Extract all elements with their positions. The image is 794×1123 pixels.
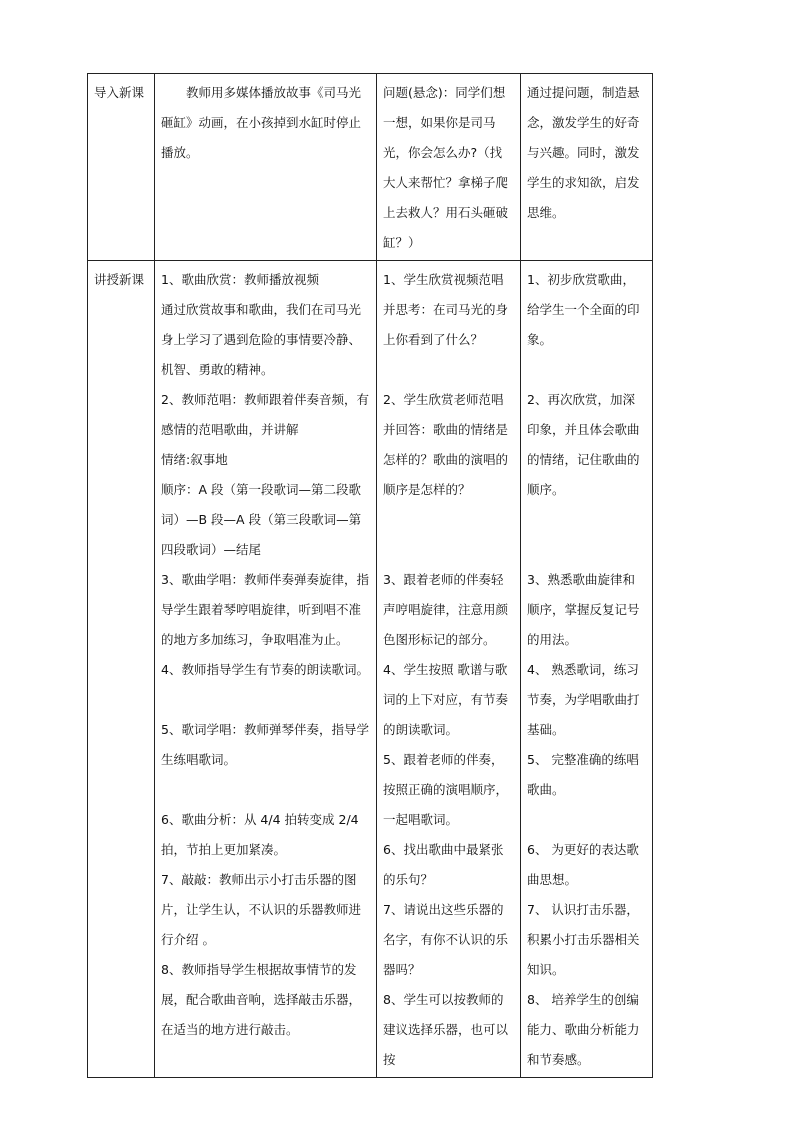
purpose-text: 通过提问题，制造悬念，激发学生的好奇与兴趣。同时，激发学生的求知欲，启发思维。: [527, 85, 640, 220]
purpose-step: 4、 熟悉歌词，练习节奏，为学唱歌曲打基础。: [527, 662, 640, 737]
teacher-step: 通过欣赏故事和歌曲，我们在司马光身上学习了遇到危险的事情要冷静、机智、勇敢的精神。: [161, 302, 362, 377]
student-step: 8、学生可以按教师的建议选择乐器，也可以按: [383, 992, 509, 1067]
purpose-step: 6、 为更好的表达歌曲思想。: [527, 842, 639, 887]
teacher-step: 6、歌曲分析：从 4/4 拍转变成 2/4 拍，节拍上更加紧凑。: [161, 812, 359, 857]
student-step: 1、学生欣赏视频范唱并思考：在司马光的身上你看到了什么？: [383, 272, 509, 347]
student-step: 2、学生欣赏老师范唱并回答：歌曲的情绪是怎样的？歌曲的演唱的顺序是怎样的？: [383, 392, 509, 497]
student-step: 3、跟着老师的伴奏轻声哼唱旋律，注意用颜色图形标记的部分。: [383, 572, 509, 647]
teacher-step: 情绪:叙事地: [161, 452, 228, 467]
teacher-step: 3、歌曲学唱：教师伴奏弹奏旋律，指导学生跟着琴哼唱旋律，听到唱不准的地方多加练习，争取唱准为止。: [161, 572, 369, 647]
lesson-plan-table: [87, 73, 653, 1078]
stage-label: 讲授新课: [94, 272, 145, 287]
teacher-step: 1、歌曲欣赏：教师播放视频: [161, 272, 319, 287]
teacher-step: 2、教师范唱：教师跟着伴奏音频，有感情的范唱歌曲，并讲解: [161, 392, 369, 437]
teacher-step: 8、教师指导学生根据故事情节的发展，配合歌曲音响，选择敲击乐器，在适当的地方进行敲击。: [161, 962, 362, 1037]
teacher-step: 5、歌词学唱：教师弹琴伴奏，指导学生练唱歌词。: [161, 722, 369, 767]
purpose-step: 1、初步欣赏歌曲，给学生一个全面的印象。: [527, 272, 640, 347]
stage-cell: [88, 74, 155, 261]
stage-cell: [88, 261, 155, 1078]
purpose-step: 3、熟悉歌曲旋律和顺序，掌握反复记号的用法。: [527, 572, 640, 647]
design-purpose-cell: [521, 74, 653, 261]
purpose-step: 5、 完整准确的练唱歌曲。: [527, 752, 639, 797]
student-step: 4、学生按照 歌谱与歌词的上下对应，有节奏的朗读歌词。: [383, 662, 509, 737]
purpose-step: 8、 培养学生的创编能力、歌曲分析能力和节奏感。: [527, 992, 640, 1067]
student-step: 5、跟着老师的伴奏，按照正确的演唱顺序，一起唱歌词。: [383, 752, 509, 827]
purpose-step: 7、 认识打击乐器，积累小打击乐器相关知识。: [527, 902, 640, 977]
purpose-step: 2、再次欣赏，加深印象，并且体会歌曲的情绪，记住歌曲的顺序。: [527, 392, 640, 497]
student-activity-cell: [377, 74, 521, 261]
stage-label: 导入新课: [94, 85, 145, 100]
table-row-teaching: [88, 261, 653, 1078]
teacher-step: 7、敲敲：教师出示小打击乐器的图片，让学生认，不认识的乐器教师进行介绍 。: [161, 872, 362, 947]
teacher-text: 教师用多媒体播放故事《司马光砸缸》动画，在小孩掉到水缸时停止播放。: [161, 85, 362, 160]
table-row-intro: [88, 74, 653, 261]
student-text: 问题(悬念)：同学们想一想，如果你是司马光，你会怎么办?（找大人来帮忙？拿梯子爬上去救人？用石头砸破缸？）: [383, 85, 509, 250]
teacher-activity-cell: [155, 261, 377, 1078]
teacher-activity-cell: [155, 74, 377, 261]
teacher-step: 顺序：A 段（第一段歌词—第二段歌词）—B 段—A 段（第三段歌词—第四段歌词）—结尾: [161, 482, 362, 557]
student-activity-cell: [377, 261, 521, 1078]
student-step: 7、请说出这些乐器的名字，有你不认识的乐器吗？: [383, 902, 509, 977]
teacher-step: 4、教师指导学生有节奏的朗读歌词。: [161, 662, 369, 677]
student-step: 6、找出歌曲中最紧张的乐句？: [383, 842, 504, 887]
design-purpose-cell: [521, 261, 653, 1078]
